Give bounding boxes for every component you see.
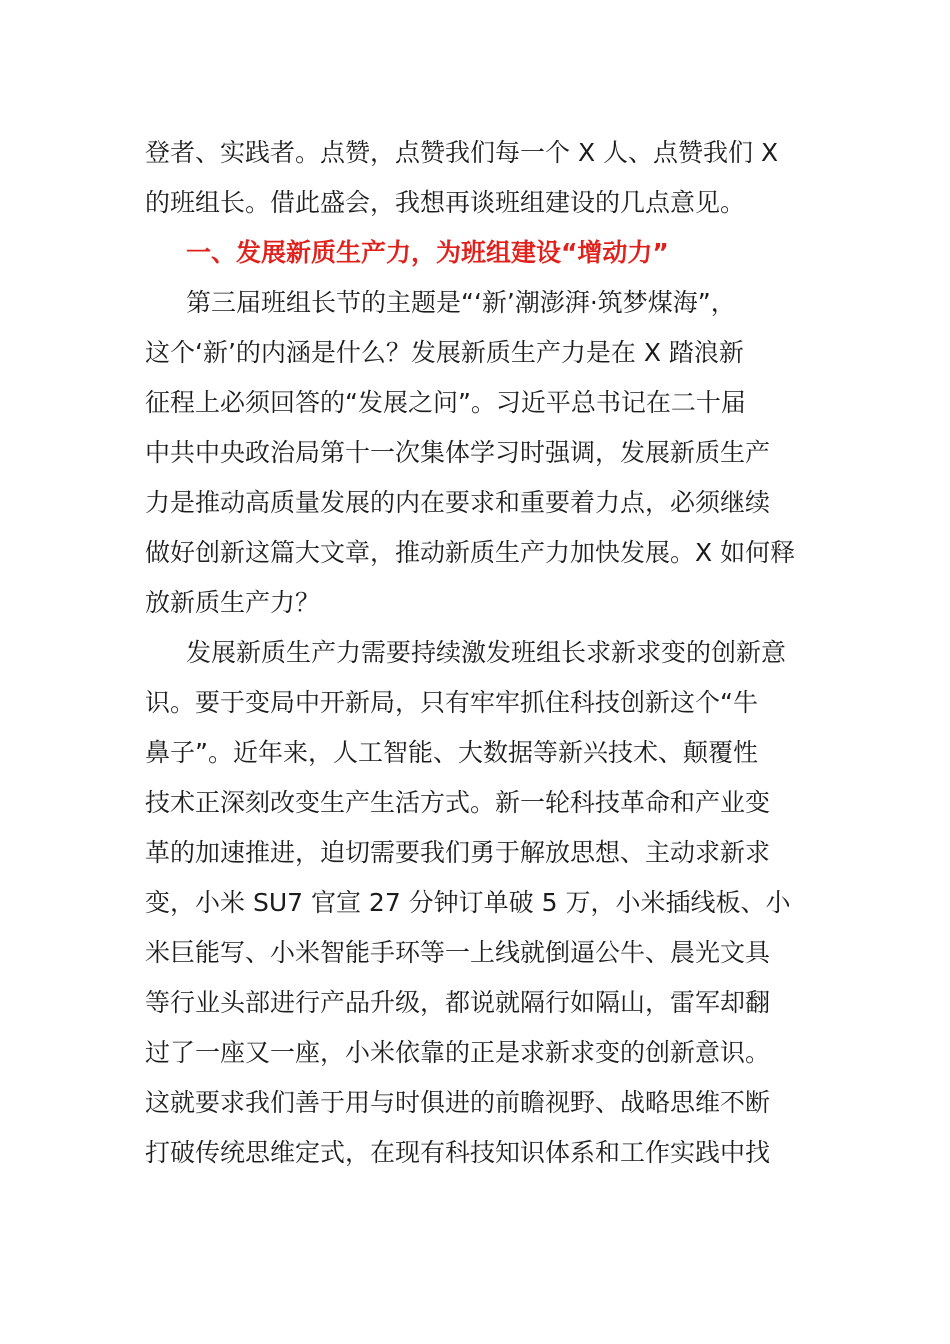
paragraph-innovation [145,628,805,1178]
text-line: 做好创新这篇大文章，推动新质生产力加快发展。X 如何释 [145,538,796,567]
text-line: 征程上必须回答的“发展之问”。习近平总书记在二十届 [145,388,746,417]
text-line: 鼻子”。近年来，人工智能、大数据等新兴技术、颠覆性 [145,738,758,767]
text-line: 第三届班组长节的主题是“‘新’潮澎湃·筑梦煤海”， [186,288,736,317]
text-line: 放新质生产力？ [145,588,321,617]
text-line: 中共中央政治局第十一次集体学习时强调，发展新质生产 [145,438,771,467]
section-heading-text: 一、发展新质生产力，为班组建设“增动力” [186,238,669,267]
text-line: 登者、实践者。点赞，点赞我们每一个 X 人、点赞我们 X [145,138,779,167]
document-body [145,128,805,1178]
text-line: 技术正深刻改变生产生活方式。新一轮科技革命和产业变 [145,788,771,817]
text-line: 革的加速推进，迫切需要我们勇于解放思想、主动求新求 [145,838,771,867]
section-heading [145,228,805,278]
text-line: 发展新质生产力需要持续激发班组长求新求变的创新意 [186,638,787,667]
text-line: 米巨能写、小米智能手环等一上线就倒逼公牛、晨光文具 [145,938,771,967]
text-line: 变，小米 SU7 官宣 27 分钟订单破 5 万，小米插线板、小 [145,888,791,917]
text-line: 打破传统思维定式，在现有科技知识体系和工作实践中找 [145,1138,771,1167]
text-line: 力是推动高质量发展的内在要求和重要着力点，必须继续 [145,488,771,517]
text-line: 这个‘新’的内涵是什么？发展新质生产力是在 X 踏浪新 [145,338,744,367]
paragraph-theme [145,278,805,628]
text-line: 等行业头部进行产品升级，都说就隔行如隔山，雷军却翻 [145,988,771,1017]
text-line: 过了一座又一座，小米依靠的正是求新求变的创新意识。 [145,1038,771,1067]
text-line: 识。要于变局中开新局，只有牢牢抓住科技创新这个“牛 [145,688,758,717]
text-line: 的班组长。借此盛会，我想再谈班组建设的几点意见。 [145,188,746,217]
text-line: 这就要求我们善于用与时俱进的前瞻视野、战略思维不断 [145,1088,771,1117]
paragraph-continuation [145,128,805,228]
